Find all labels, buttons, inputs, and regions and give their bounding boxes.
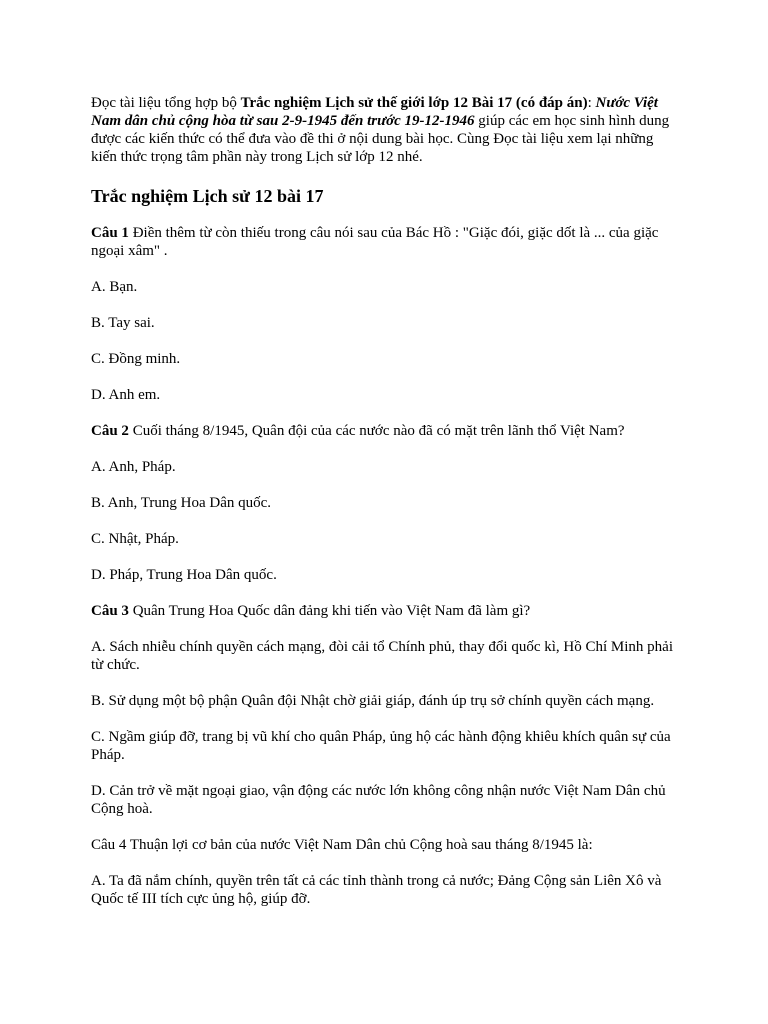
question-label: Câu 3 bbox=[91, 603, 129, 619]
question-text: Quân Trung Hoa Quốc dân đảng khi tiến vào Việt Nam đã làm gì? bbox=[128, 603, 531, 619]
answer-option: A. Bạn. bbox=[91, 279, 138, 295]
answer-option: A. Anh, Pháp. bbox=[91, 459, 176, 475]
question-2 bbox=[91, 422, 681, 440]
answer-option: A. Sách nhiễu chính quyền cách mạng, đòi cải tổ Chính phủ, thay đổi quốc kì, Hồ Chí Minh phải từ chức. bbox=[91, 639, 673, 673]
answer-option: C. Nhật, Pháp. bbox=[91, 531, 179, 547]
question-label: Câu 2 bbox=[91, 423, 129, 439]
answer-option: D. Pháp, Trung Hoa Dân quốc. bbox=[91, 567, 277, 583]
question-text: Điền thêm từ còn thiếu trong câu nói sau của Bác Hồ : "Giặc đói, giặc dốt là ... của giặc ngoại xâm" . bbox=[91, 225, 659, 259]
question-1 bbox=[91, 224, 681, 260]
intro-text-end: giúp các em học sinh hình dung được các kiến thức có thể đưa vào đề thi ở nội dung bài học. Cùng Đọc tài liệu xem lại những kiến thức trọng tâm phần này trong Lịch sử lớp 12 nhé. bbox=[91, 113, 670, 165]
intro-paragraph bbox=[91, 94, 681, 166]
intro-bold-italic-subtitle: Nước Việt Nam dân chủ cộng hòa từ sau 2-9-1945 đến trước 19-12-1946 bbox=[91, 95, 658, 129]
answer-option: B. Anh, Trung Hoa Dân quốc. bbox=[91, 495, 272, 511]
answer-option: D. Cản trở về mặt ngoại giao, vận động các nước lớn không công nhận nước Việt Nam Dân chủ Cộng hoà. bbox=[91, 783, 666, 817]
document-content bbox=[91, 94, 681, 926]
question-label: Câu 1 bbox=[91, 225, 129, 241]
intro-text: Đọc tài liệu tổng hợp bộ bbox=[91, 95, 241, 111]
answer-option: B. Sử dụng một bộ phận Quân đội Nhật chờ giải giáp, đánh úp trụ sở chính quyền cách mạng. bbox=[91, 693, 655, 709]
question-3 bbox=[91, 602, 681, 620]
intro-colon: : bbox=[587, 95, 596, 111]
answer-option: C. Ngầm giúp đỡ, trang bị vũ khí cho quân Pháp, ủng hộ các hành động khiêu khích quân sự của Pháp. bbox=[91, 729, 671, 763]
answer-option: A. Ta đã nắm chính, quyền trên tất cả các tỉnh thành trong cả nước; Đảng Cộng sản Liên Xô và Quốc tế III tích cực ủng hộ, giúp đỡ. bbox=[91, 873, 662, 907]
section-heading: Trắc nghiệm Lịch sử 12 bài 17 bbox=[91, 186, 324, 206]
intro-bold-title: Trắc nghiệm Lịch sử thế giới lớp 12 Bài 17 (có đáp án) bbox=[240, 95, 588, 111]
question-text: Cuối tháng 8/1945, Quân đội của các nước nào đã có mặt trên lãnh thổ Việt Nam? bbox=[128, 423, 625, 439]
answer-option: B. Tay sai. bbox=[91, 315, 155, 331]
answer-option: D. Anh em. bbox=[91, 387, 161, 403]
answer-option: C. Đồng minh. bbox=[91, 351, 181, 367]
question-4: Câu 4 Thuận lợi cơ bản của nước Việt Nam Dân chủ Cộng hoà sau tháng 8/1945 là: bbox=[91, 837, 593, 853]
